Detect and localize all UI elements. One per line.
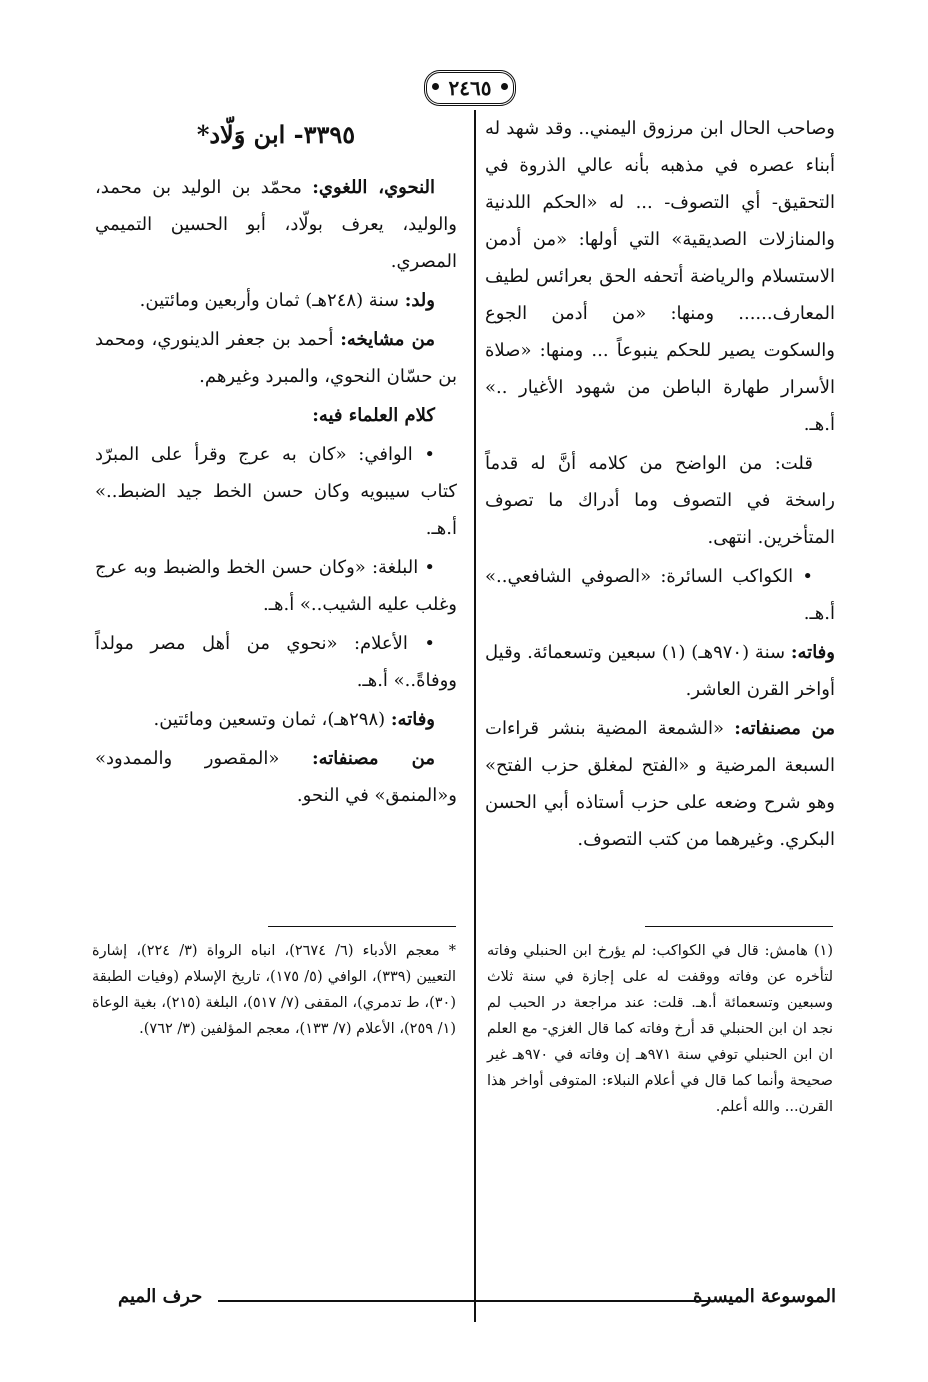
footer-rule xyxy=(218,1300,714,1302)
ornament-dot xyxy=(432,83,439,90)
born-label: ولد: xyxy=(404,290,435,311)
entry-title: ٣٣٩٥- ابن وَلّاد* xyxy=(196,120,356,149)
death-text: سنة (٩٧٠هـ) (١) سبعين وتسعمائة. وقيل أواخر القرن العاشر. xyxy=(485,642,835,700)
works-label: من مصنفاته: xyxy=(311,748,435,769)
footer-book-title: الموسوعة الميسرة xyxy=(693,1286,836,1307)
bullet-alam: • الأعلام: «نحوي من أهل مصر مولداً ووفاةً..» أ.هـ. xyxy=(95,633,457,691)
paragraph-biography: وصاحب الحال ابن مرزوق اليمني.. وقد شهد له أبناء عصره في مذهبه بأنه عالي الذروة في التحقيق- أي التصوف- ... له «الحكم اللدنية والمنازلات الصديقية» التي أولها: «من أدمن الاستسلام والرياضة أتحفه الحق بعرائس لطيف المعارف...... ومنها: «من أدمن الجوع والسكوت يصير للحكم ينبوعاً ... ومنها: «صلاة الأسرار طهارة الباطن من شهود الأغيار ..» أ.هـ. xyxy=(485,118,835,435)
works-text: «الشمعة المضية بنشر قراءات السبعة المرضية و «الفتح لمغلق حزب الفتح» وهو شرح وضعه على حزب أستاذه أبي الحسن البكري. وغيرهما من كتب التصوف. xyxy=(485,718,835,850)
death-label: وفاته: xyxy=(390,709,435,730)
born-paragraph xyxy=(95,282,457,319)
page-number xyxy=(424,70,516,106)
works-label: من مصنفاته: xyxy=(734,718,835,739)
bullet-wafi: • الوافي: «كان به عرج وقرأ على المبرّد كتاب سيبويه وكان حسن الخط جيد الضبط..» أ.هـ. xyxy=(95,444,457,539)
footnote-rule-right xyxy=(645,926,833,927)
intro-label: النحوي، اللغوي: xyxy=(312,177,435,198)
bullet-bulgha: • البلغة: «وكان حسن الخط والضبط وبه عرج وغلب عليه الشيب..» أ.هـ. xyxy=(95,557,457,615)
scholars-heading xyxy=(95,397,457,434)
teachers-paragraph xyxy=(95,321,457,395)
teachers-label: من مشايخه: xyxy=(340,329,435,350)
right-column xyxy=(485,110,835,860)
death-paragraph xyxy=(95,701,457,738)
column-divider xyxy=(474,110,476,1322)
born-text: سنة (٢٤٨هـ) ثمان وأربعين ومائتين. xyxy=(139,290,399,311)
intro-text: محمّد بن الوليد بن محمد، والوليد، يعرف بولّاد، أبو الحسين التميمي المصري. xyxy=(95,177,457,272)
works-text: «المقصور والممدود» و«المنمق» في النحو. xyxy=(95,748,457,806)
scholars-label: كلام العلماء فيه: xyxy=(312,405,435,426)
ornament-dot xyxy=(501,83,508,90)
footnote-left: * معجم الأدباء (٦/ ٢٦٧٤)، انباه الرواة (٣/ ٢٢٤)، إشارة التعيين (٣٣٩)، الوافي (٥/ ١٧٥)، تاريخ الإسلام (وفيات الطبقة (٣٠)، ط تدمري)، المقفى (٧/ ٥١٧)، البلغة (٢١٥)، بغية الوعاة (١/ ٢٥٩)، الأعلام (٧/ ١٣٣)، معجم المؤلفين (٣/ ٧٦٢). xyxy=(92,943,457,1037)
page-number-text: ٢٤٦٥ xyxy=(448,76,492,100)
left-column xyxy=(95,115,457,816)
death-label: وفاته: xyxy=(790,642,835,663)
death-paragraph xyxy=(485,634,835,708)
bullet-kawakib: • الكواكب السائرة: «الصوفي الشافعي..» أ.هـ. xyxy=(485,566,835,624)
death-text: (٢٩٨هـ)، ثمان وتسعين ومائتين. xyxy=(153,709,386,730)
paragraph-comment: قلت: من الواضح من كلامه أنَّ له قدماً راسخة في التصوف وما أدراك ما تصوف المتأخرين. انتهى. xyxy=(485,453,835,548)
works-paragraph xyxy=(95,740,457,814)
footer-section-title: حرف الميم xyxy=(118,1286,203,1307)
intro-paragraph xyxy=(95,169,457,280)
works-paragraph xyxy=(485,710,835,858)
footnote-right: (١) هامش: قال في الكواكب: لم يؤرخ ابن الحنبلي وفاته لتأخره عن وفاته ووقفت له على إجازة في سنة ثلاث وسبعين وتسعمائة أ.هـ. قلت: عند مراجعة در الحبب لم نجد ان ابن الحنبلي قد أرخ وفاته كما قال الغزي- مع العلم ان ابن الحنبلي توفي سنة ٩٧١هـ إن وفاته في ٩٧٠هـ غير صحيحة وأنما كما قال في أعلام النبلاء: المتوفى أواخر هذا القرن... والله أعلم. xyxy=(487,943,833,1115)
footnote-rule-left xyxy=(268,926,456,927)
teachers-text: أحمد بن جعفر الدينوري، ومحمد بن حسّان النحوي، والمبرد وغيرهم. xyxy=(95,329,457,387)
